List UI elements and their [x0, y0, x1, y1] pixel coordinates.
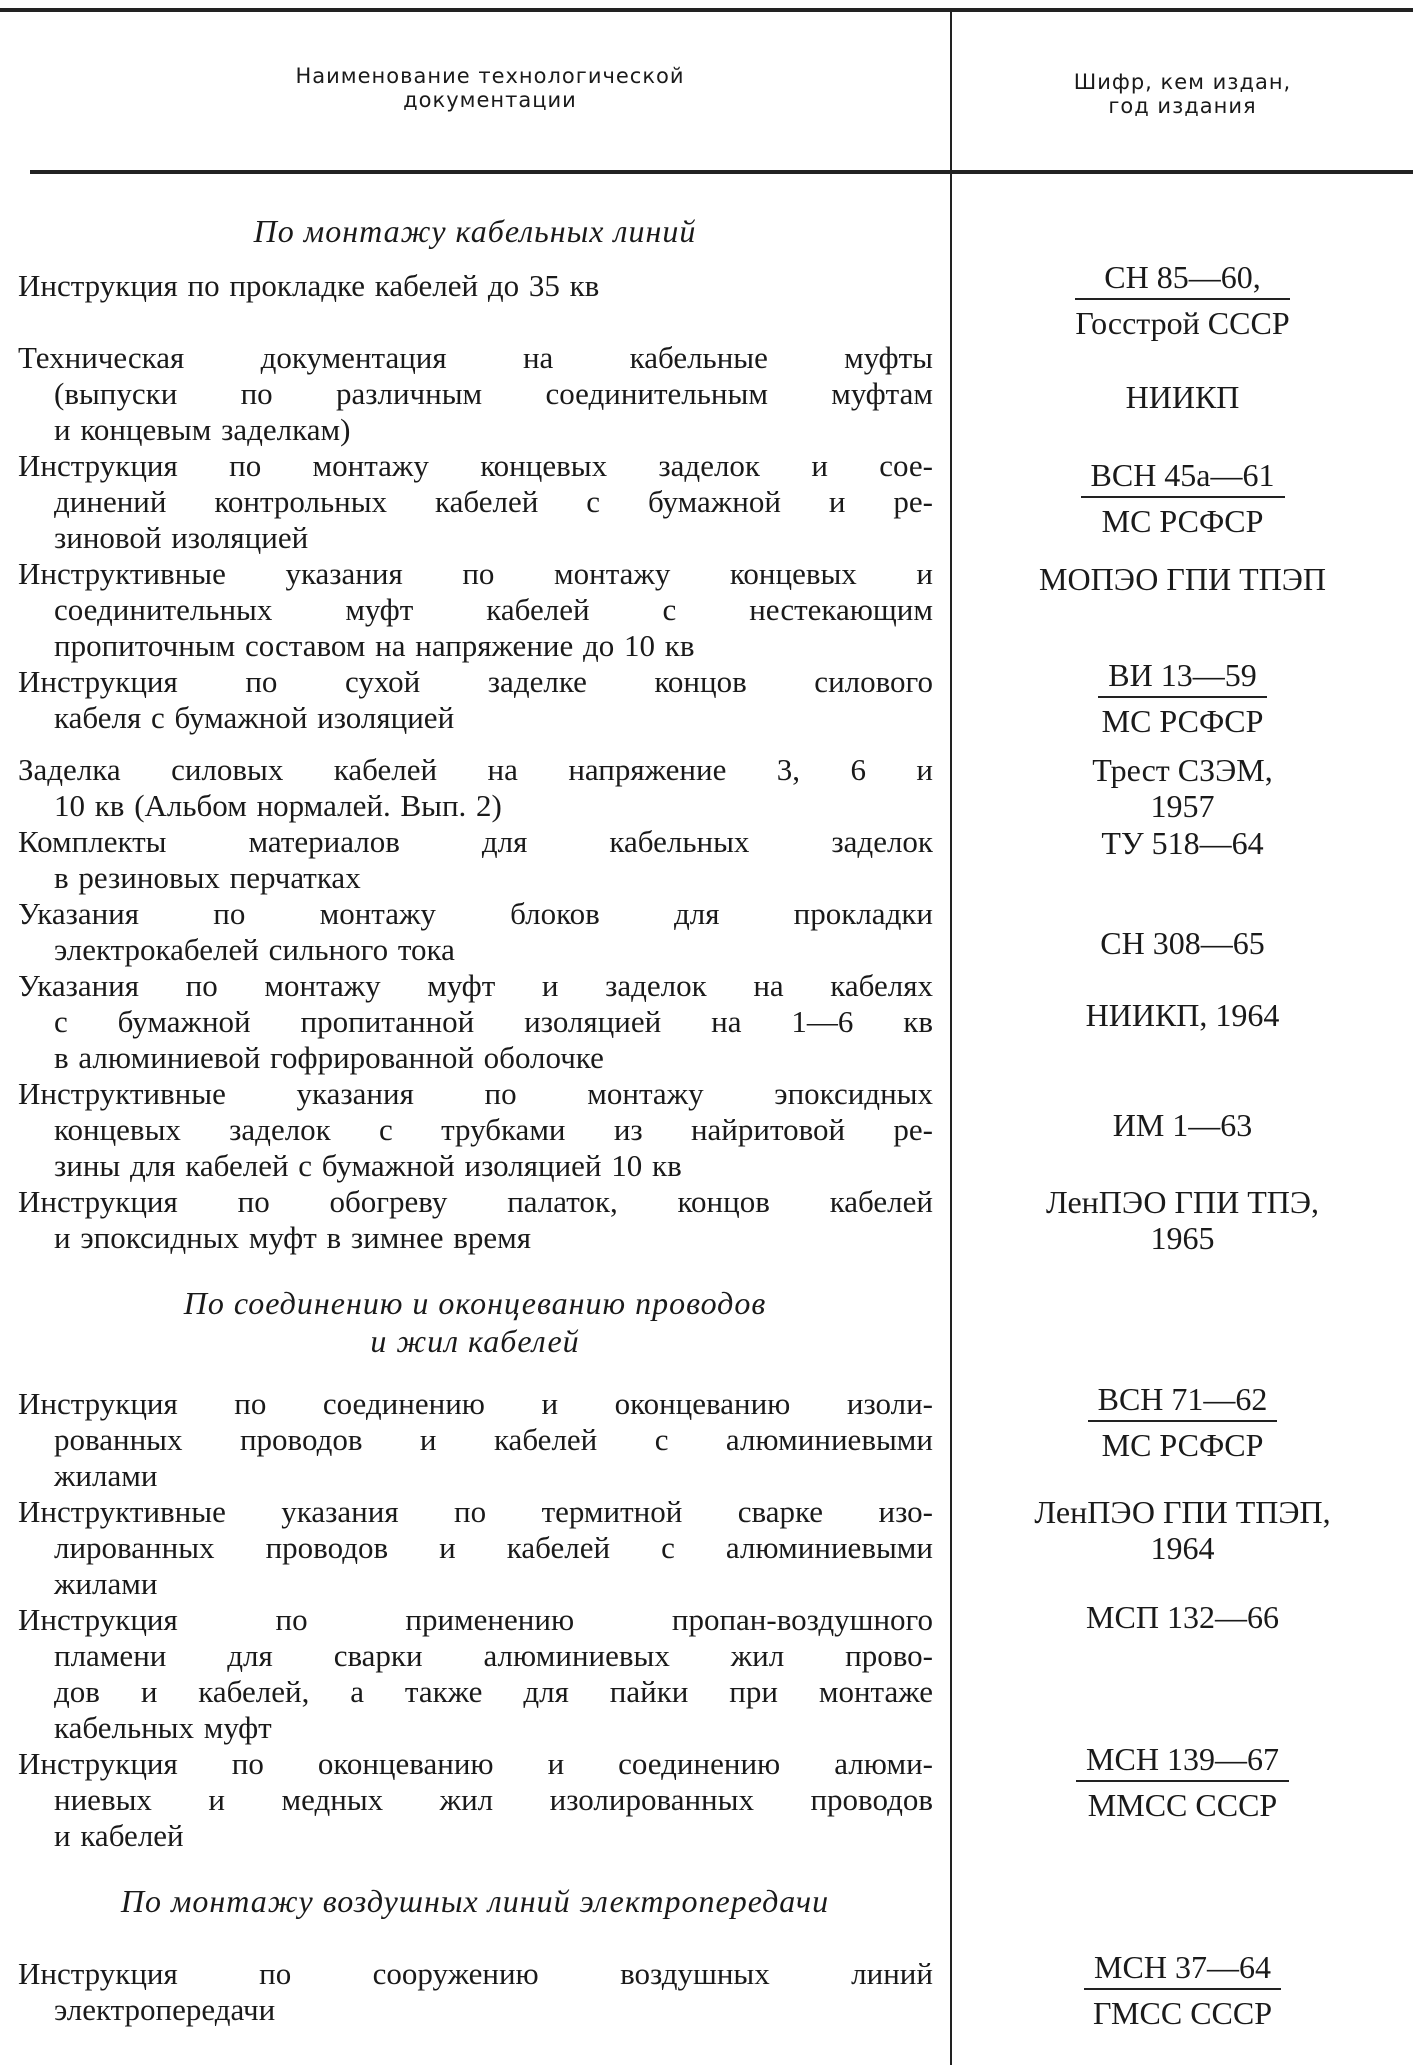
doc-name-line: жилами: [54, 1458, 158, 1493]
doc-name: [18, 448, 933, 556]
code-line: ИМ 1—63: [1112, 1107, 1253, 1143]
header-code-line-2: год издания: [1108, 94, 1257, 118]
code-fraction: [1081, 456, 1285, 540]
doc-name-line: ниевых и медных жил изолированных проводов: [54, 1782, 933, 1817]
section-title-line: По соединению и оконцеванию проводов: [183, 1285, 767, 1321]
code-line: МОПЭО ГПИ ТПЭП: [1039, 561, 1326, 597]
doc-code: [952, 924, 1413, 962]
doc-name-line: в резиновых перчатках: [54, 860, 361, 895]
doc-name: [18, 752, 933, 824]
code-fraction: [1076, 1740, 1289, 1824]
code-line: ЛенПЭО ГПИ ТПЭП,: [1034, 1494, 1331, 1530]
doc-name-line: лированных проводов и кабелей с алюминиевыми: [54, 1530, 933, 1565]
doc-code: [952, 996, 1413, 1034]
doc-name-line: Инструктивные указания по термитной сварке изо-: [18, 1494, 933, 1529]
doc-name-line: Инструкция по сухой заделке концов силового: [18, 664, 933, 699]
doc-name-line: Инструктивные указания по монтажу концевых и: [18, 556, 933, 591]
doc-name: [18, 1184, 933, 1256]
code-line: 1957: [1150, 788, 1215, 824]
doc-name-line: жилами: [54, 1566, 158, 1601]
doc-name-line: электропередачи: [54, 1992, 276, 2027]
code-denominator: МС РСФСР: [1101, 503, 1264, 539]
doc-code: [952, 824, 1413, 862]
doc-name-line: Инструктивные указания по монтажу эпоксидных: [18, 1076, 933, 1111]
doc-name-line: 10 кв (Альбом нормалей. Вып. 2): [54, 788, 502, 823]
doc-name: [18, 1746, 933, 1854]
code-fraction: [1075, 258, 1289, 342]
doc-name-line: пламени для сварки алюминиевых жил прово-: [54, 1638, 933, 1673]
code-numerator: СН 85—60,: [1075, 258, 1289, 300]
header-rule: [30, 170, 1413, 174]
doc-name-line: пропиточным составом на напряжение до 10 кв: [54, 628, 695, 663]
doc-name-line: Инструкция по сооружению воздушных линий: [18, 1956, 933, 1991]
code-fraction: [1084, 1948, 1281, 2032]
doc-name-line: Инструкция по соединению и оконцеванию изоли-: [18, 1386, 933, 1421]
code-denominator: ГМСС СССР: [1092, 1995, 1273, 2031]
doc-name: [18, 1956, 933, 2028]
doc-name-line: Инструкция по оконцеванию и соединению алюми-: [18, 1746, 933, 1781]
code-line: НИИКП: [1125, 379, 1240, 415]
doc-name-line: с бумажной пропитанной изоляцией на 1—6 кв: [54, 1004, 933, 1039]
code-line: ТУ 518—64: [1101, 825, 1264, 861]
doc-code: [952, 560, 1413, 598]
doc-name-line: Указания по монтажу блоков для прокладки: [18, 896, 933, 931]
doc-code: [952, 1184, 1413, 1256]
doc-name: [18, 556, 933, 664]
doc-name-line: кабельных муфт: [54, 1710, 272, 1745]
doc-code: [952, 752, 1413, 824]
section-title: По монтажу воздушных линий электропередачи: [120, 1883, 830, 1919]
section-title-line: и жил кабелей: [370, 1323, 580, 1359]
doc-name: [18, 1602, 933, 1746]
doc-name-line: и эпоксидных муфт в зимнее время: [54, 1220, 532, 1255]
doc-name: [18, 1386, 933, 1494]
doc-name: [18, 268, 933, 304]
doc-name-line: Указания по монтажу муфт и заделок на кабелях: [18, 968, 933, 1003]
doc-name-line: дов и кабелей, а также для пайки при монтаже: [54, 1674, 933, 1709]
code-fraction: [1088, 1380, 1278, 1464]
doc-name-line: Комплекты материалов для кабельных заделок: [18, 824, 933, 859]
code-fraction: [1098, 656, 1266, 740]
doc-name-line: электрокабелей сильного тока: [54, 932, 455, 967]
doc-code: [952, 1380, 1413, 1464]
doc-code: [952, 1106, 1413, 1144]
code-numerator: ВСН 71—62: [1088, 1380, 1278, 1422]
code-line: НИИКП, 1964: [1085, 997, 1280, 1033]
doc-name: [18, 1494, 933, 1602]
header-name-column: [30, 64, 950, 112]
doc-code: [952, 1948, 1413, 2032]
doc-name-line: Инструкция по монтажу концевых заделок и сое-: [18, 448, 933, 483]
code-line: СН 308—65: [1100, 925, 1265, 961]
doc-name-line: концевых заделок с трубками из найритовой ре-: [54, 1112, 933, 1147]
doc-code: [952, 258, 1413, 342]
code-line: ЛенПЭО ГПИ ТПЭ,: [1045, 1184, 1320, 1220]
doc-name-line: Инструкция по прокладке кабелей до 35 кв: [18, 268, 600, 303]
doc-name-line: Заделка силовых кабелей на напряжение 3, 6 и: [18, 752, 933, 787]
top-rule: [0, 8, 1413, 12]
code-numerator: ВСН 45а—61: [1081, 456, 1285, 498]
code-line: Трест СЗЭМ,: [1092, 752, 1273, 788]
code-line: 1964: [1150, 1530, 1215, 1566]
header-name-line-2: документации: [403, 88, 577, 112]
doc-name-line: (выпуски по различным соединительным муфтам: [54, 376, 933, 411]
code-denominator: ММСС СССР: [1087, 1787, 1278, 1823]
doc-name-line: динений контрольных кабелей с бумажной и ре-: [54, 484, 933, 519]
doc-name-line: Инструкция по обогреву палаток, концов кабелей: [18, 1184, 933, 1219]
doc-name: [18, 968, 933, 1076]
doc-name-line: зины для кабелей с бумажной изоляцией 10 кв: [54, 1148, 682, 1183]
doc-code: [952, 1740, 1413, 1824]
doc-name: [18, 664, 933, 736]
doc-code: [952, 1598, 1413, 1636]
doc-name-line: и концевым заделкам): [54, 412, 351, 447]
doc-name: [18, 896, 933, 968]
doc-name-line: кабеля с бумажной изоляцией: [54, 700, 455, 735]
code-denominator: МС РСФСР: [1101, 703, 1264, 739]
code-denominator: Госстрой СССР: [1075, 305, 1290, 341]
code-denominator: МС РСФСР: [1101, 1427, 1264, 1463]
doc-name-line: и кабелей: [54, 1818, 184, 1853]
doc-name: [18, 824, 933, 896]
header-code-column: [952, 70, 1413, 118]
section-title: По монтажу кабельных линий: [253, 213, 697, 249]
header-name-line-1: Наименование технологической: [295, 64, 685, 88]
code-line: 1965: [1150, 1220, 1215, 1256]
section-title: [0, 1284, 950, 1360]
code-numerator: ВИ 13—59: [1098, 656, 1266, 698]
doc-code: [952, 656, 1413, 740]
doc-name-line: соединительных муфт кабелей с нестекающим: [54, 592, 933, 627]
doc-name-line: Инструкция по применению пропан-воздушного: [18, 1602, 933, 1637]
doc-name-line: зиновой изоляцией: [54, 520, 309, 555]
header-code-line-1: Шифр, кем издан,: [1073, 70, 1292, 94]
code-numerator: МСН 37—64: [1084, 1948, 1281, 1990]
doc-name: [18, 340, 933, 448]
doc-name-line: Техническая документация на кабельные муфты: [18, 340, 933, 375]
doc-code: [952, 1494, 1413, 1566]
doc-code: [952, 456, 1413, 540]
doc-name: [18, 1076, 933, 1184]
doc-code: [952, 378, 1413, 416]
code-line: МСП 132—66: [1086, 1599, 1279, 1635]
doc-name-line: рованных проводов и кабелей с алюминиевыми: [54, 1422, 933, 1457]
doc-name-line: в алюминиевой гофрированной оболочке: [54, 1040, 604, 1075]
code-numerator: МСН 139—67: [1076, 1740, 1289, 1782]
